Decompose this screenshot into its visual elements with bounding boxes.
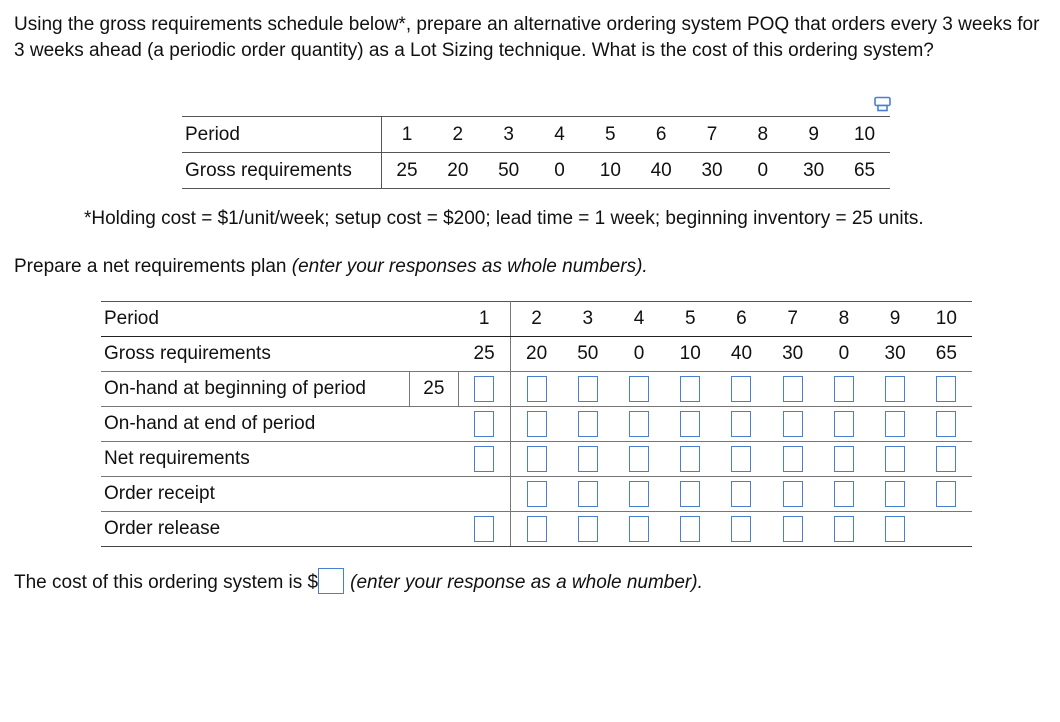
- plan-period: 1: [458, 302, 510, 337]
- onhand-end-input[interactable]: [680, 411, 700, 437]
- plan-period: 3: [562, 302, 613, 337]
- net-requirement-input[interactable]: [936, 446, 956, 472]
- onhand-end-input[interactable]: [783, 411, 803, 437]
- schedule-gross-value: 30: [788, 153, 839, 189]
- order-release-input[interactable]: [783, 516, 803, 542]
- plan-period: 6: [716, 302, 767, 337]
- order-release-input[interactable]: [834, 516, 854, 542]
- onhand-end-input[interactable]: [527, 411, 547, 437]
- onhand-end-input[interactable]: [885, 411, 905, 437]
- order-receipt-input[interactable]: [783, 481, 803, 507]
- order-release-input[interactable]: [885, 516, 905, 542]
- order-receipt-input[interactable]: [885, 481, 905, 507]
- plan-receipt-label: Order receipt: [101, 477, 409, 512]
- instruction-hint: (enter your responses as whole numbers).: [291, 256, 648, 277]
- order-receipt-input[interactable]: [578, 481, 598, 507]
- plan-gross-value: 40: [716, 337, 767, 372]
- net-requirement-input[interactable]: [834, 446, 854, 472]
- order-release-input[interactable]: [680, 516, 700, 542]
- gross-requirements-schedule: [182, 116, 890, 189]
- instruction-text: Prepare a net requirements plan: [14, 256, 292, 277]
- plan-onhand-begin-label: On-hand at beginning of period: [101, 372, 409, 407]
- plan-period: 7: [767, 302, 818, 337]
- net-requirement-input[interactable]: [527, 446, 547, 472]
- plan-instruction: [14, 254, 648, 280]
- cost-question: [14, 568, 703, 596]
- net-requirement-input[interactable]: [885, 446, 905, 472]
- onhand-begin-input[interactable]: [578, 376, 598, 402]
- order-receipt-input[interactable]: [936, 481, 956, 507]
- cost-input[interactable]: [318, 568, 344, 594]
- onhand-end-input[interactable]: [474, 411, 494, 437]
- plan-period-label: Period: [101, 302, 409, 337]
- net-requirement-input[interactable]: [578, 446, 598, 472]
- cost-parameters-note: *Holding cost = $1/unit/week; setup cost = $200; lead time = 1 week; beginning inventory = 25 units.: [84, 208, 924, 229]
- cost-prefix: The cost of this ordering system is $: [14, 572, 319, 593]
- copy-to-clipboard-icon[interactable]: [873, 96, 893, 114]
- plan-receipt-row: [101, 477, 972, 512]
- plan-net-label: Net requirements: [101, 442, 409, 477]
- onhand-end-input[interactable]: [936, 411, 956, 437]
- plan-beginning-inventory: 25: [409, 372, 458, 407]
- schedule-gross-value: 25: [381, 153, 432, 189]
- onhand-begin-input[interactable]: [885, 376, 905, 402]
- schedule-period: 9: [788, 117, 839, 153]
- plan-period: 5: [665, 302, 716, 337]
- order-release-input[interactable]: [731, 516, 751, 542]
- onhand-begin-input[interactable]: [936, 376, 956, 402]
- plan-gross-row: [101, 337, 972, 372]
- plan-gross-value: 10: [665, 337, 716, 372]
- plan-gross-label: Gross requirements: [101, 337, 409, 372]
- order-receipt-input[interactable]: [527, 481, 547, 507]
- onhand-begin-input[interactable]: [680, 376, 700, 402]
- plan-gross-value: 0: [613, 337, 664, 372]
- schedule-period: 2: [432, 117, 483, 153]
- cost-hint: (enter your response as a whole number).: [350, 572, 703, 593]
- schedule-period-row: [182, 117, 890, 153]
- plan-release-label: Order release: [101, 512, 409, 547]
- schedule-period: 1: [381, 117, 432, 153]
- plan-period: 9: [869, 302, 920, 337]
- schedule-gross-value: 65: [839, 153, 890, 189]
- schedule-gross-value: 0: [737, 153, 788, 189]
- plan-gross-value: 50: [562, 337, 613, 372]
- onhand-begin-input[interactable]: [527, 376, 547, 402]
- schedule-gross-value: 50: [483, 153, 534, 189]
- plan-gross-value: 25: [458, 337, 510, 372]
- schedule-period: 4: [534, 117, 585, 153]
- plan-gross-value: 0: [818, 337, 869, 372]
- question-text: Using the gross requirements schedule below*, prepare an alternative ordering system POQ that orders every 3 weeks for 3 weeks ahead (a periodic order quantity) as a Lot Sizing technique. What is the cost of this ordering system?: [14, 14, 1040, 61]
- order-release-input[interactable]: [527, 516, 547, 542]
- schedule-gross-row: [182, 153, 890, 189]
- net-requirement-input[interactable]: [731, 446, 751, 472]
- plan-period-row: [101, 302, 972, 337]
- onhand-begin-input[interactable]: [783, 376, 803, 402]
- schedule-gross-value: 40: [636, 153, 687, 189]
- plan-gross-value: 65: [921, 337, 972, 372]
- schedule-period: 6: [636, 117, 687, 153]
- schedule-period: 8: [737, 117, 788, 153]
- net-requirements-plan: [101, 301, 972, 547]
- plan-gross-value: 30: [767, 337, 818, 372]
- plan-gross-value: 20: [510, 337, 562, 372]
- order-release-input[interactable]: [474, 516, 494, 542]
- plan-net-row: [101, 442, 972, 477]
- plan-onhand-begin-row: [101, 372, 972, 407]
- net-requirement-input[interactable]: [474, 446, 494, 472]
- plan-period: 4: [613, 302, 664, 337]
- order-release-input[interactable]: [578, 516, 598, 542]
- schedule-gross-value: 0: [534, 153, 585, 189]
- plan-release-row: [101, 512, 972, 547]
- plan-onhand-end-label: On-hand at end of period: [101, 407, 409, 442]
- order-receipt-input[interactable]: [731, 481, 751, 507]
- schedule-gross-value: 30: [687, 153, 738, 189]
- schedule-period: 10: [839, 117, 890, 153]
- schedule-period: 3: [483, 117, 534, 153]
- onhand-begin-input[interactable]: [731, 376, 751, 402]
- schedule-period: 7: [687, 117, 738, 153]
- net-requirement-input[interactable]: [783, 446, 803, 472]
- order-receipt-input[interactable]: [680, 481, 700, 507]
- order-receipt-input[interactable]: [834, 481, 854, 507]
- plan-period: 2: [510, 302, 562, 337]
- onhand-begin-input[interactable]: [474, 376, 494, 402]
- plan-period: 10: [921, 302, 972, 337]
- net-requirement-input[interactable]: [629, 446, 649, 472]
- schedule-gross-value: 10: [585, 153, 636, 189]
- plan-gross-value: 30: [869, 337, 920, 372]
- schedule-gross-value: 20: [432, 153, 483, 189]
- order-receipt-input[interactable]: [629, 481, 649, 507]
- onhand-begin-input[interactable]: [834, 376, 854, 402]
- onhand-begin-input[interactable]: [629, 376, 649, 402]
- onhand-end-input[interactable]: [629, 411, 649, 437]
- onhand-end-input[interactable]: [834, 411, 854, 437]
- plan-onhand-end-row: [101, 407, 972, 442]
- order-release-input[interactable]: [629, 516, 649, 542]
- schedule-period-label: Period: [182, 117, 381, 153]
- net-requirement-input[interactable]: [680, 446, 700, 472]
- schedule-gross-label: Gross requirements: [182, 153, 381, 189]
- onhand-end-input[interactable]: [578, 411, 598, 437]
- schedule-period: 5: [585, 117, 636, 153]
- onhand-end-input[interactable]: [731, 411, 751, 437]
- plan-period: 8: [818, 302, 869, 337]
